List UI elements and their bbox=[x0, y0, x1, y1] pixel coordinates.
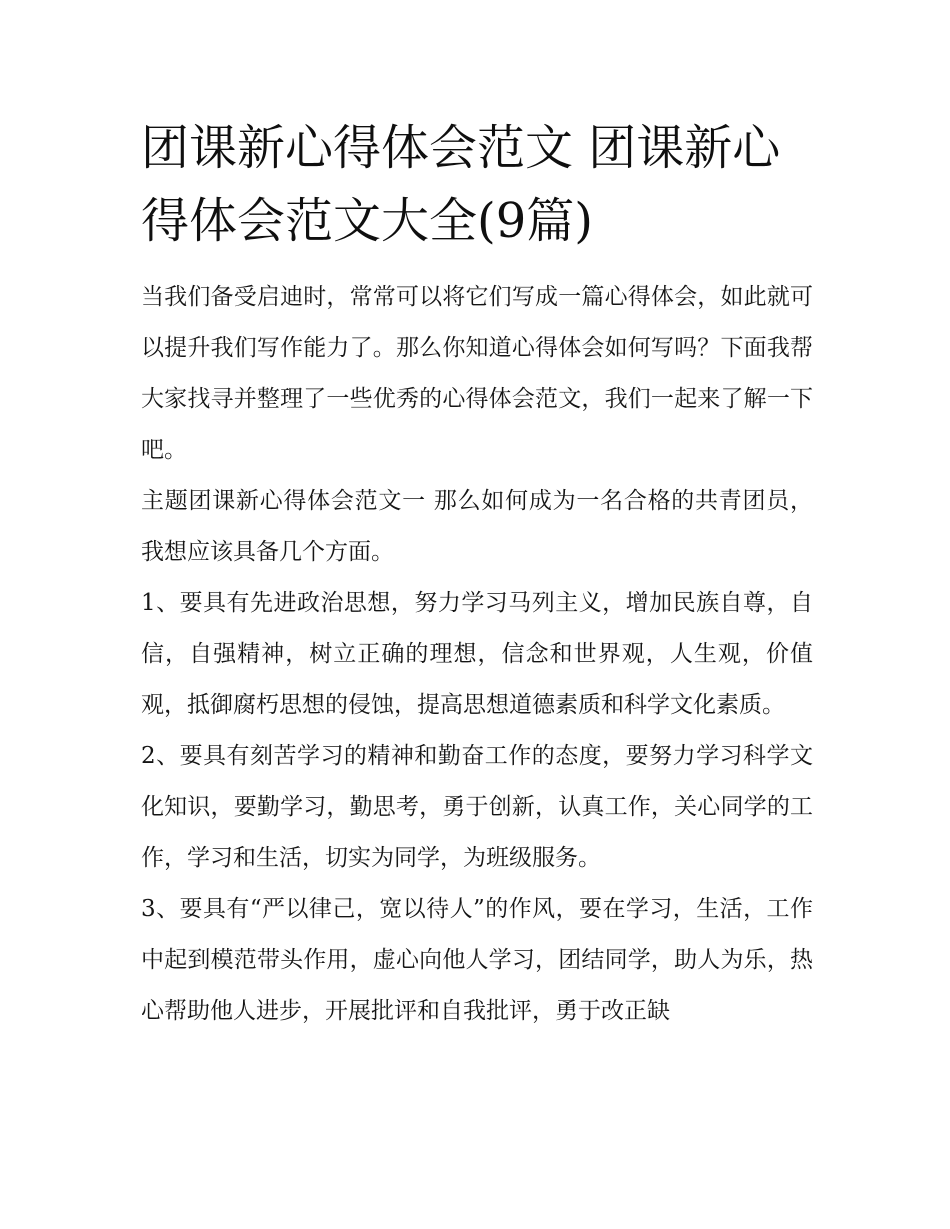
paragraph-point-2: 2、要具有刻苦学习的精神和勤奋工作的态度，要努力学习科学文化知识，要勤学习，勤思考，勇于创新，认真工作，关心同学的工作，学习和生活，切实为同学，为班级服务。 bbox=[141, 743, 813, 871]
document-title: 团课新心得体会范文 团课新心得体会范文大全(9篇) bbox=[141, 120, 781, 249]
paragraph-intro: 当我们备受启迪时，常常可以将它们写成一篇心得体会，如此就可以提升我们写作能力了。那么你知道心得体会如何写吗？下面我帮大家找寻并整理了一些优秀的心得体会范文，我们一起来了解一下吧。 bbox=[141, 284, 813, 463]
paragraph-point-3: 3、要具有“严以律己，宽以待人”的作风，要在学习，生活，工作中起到模范带头作用，虚心向他人学习，团结同学，助人为乐，热心帮助他人进步，开展批评和自我批评，勇于改正缺 bbox=[141, 896, 813, 1024]
paragraph-point-1: 1、要具有先进政治思想，努力学习马列主义，增加民族自尊，自信，自强精神，树立正确的理想，信念和世界观，人生观，价值观，抵御腐朽思想的侵蚀，提高思想道德素质和科学文化素质。 bbox=[141, 590, 813, 718]
document-body bbox=[141, 112, 813, 1037]
paragraph-essay-one-opening: 主题团课新心得体会范文一 那么如何成为一名合格的共青团员，我想应该具备几个方面。 bbox=[141, 488, 813, 565]
paragraph-list bbox=[141, 272, 813, 1037]
